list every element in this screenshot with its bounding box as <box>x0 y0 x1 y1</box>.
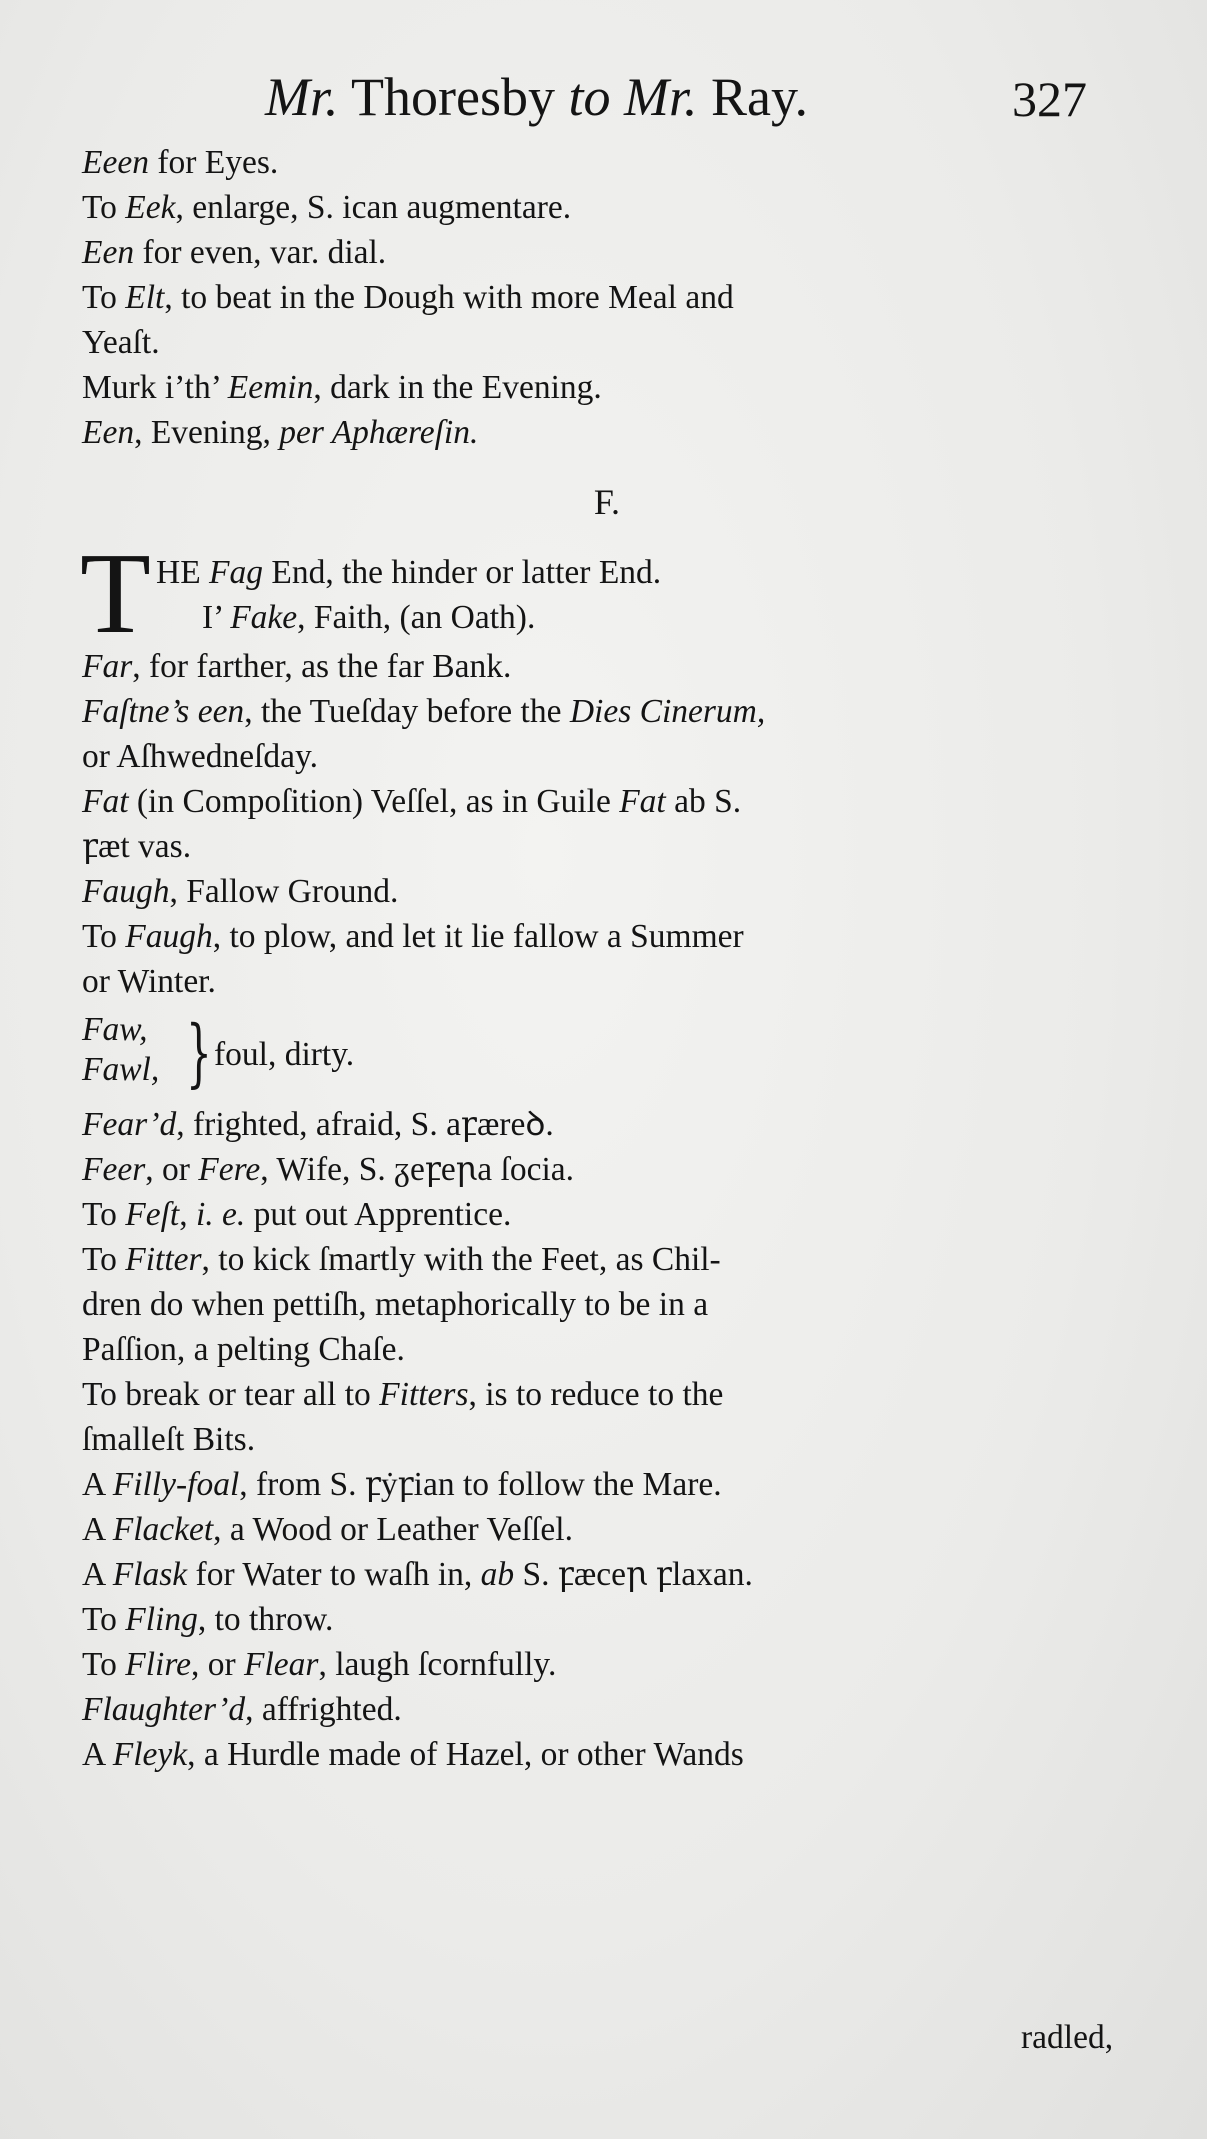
entry-first-line <box>82 1736 744 1773</box>
running-header <box>0 62 1207 132</box>
entry-text: , enlarge, S. ican augmentare. <box>175 189 572 226</box>
entry-tail: S. ꝼæceꞃ ꝼlaxan. <box>514 1556 753 1593</box>
entry <box>82 1102 1132 1147</box>
entry-first-line <box>82 1196 511 1233</box>
entry-text: , affrighted. <box>245 1691 402 1728</box>
entry-text: , to kick ſmartly with the Feet, as Chil- <box>201 1241 721 1278</box>
entry <box>82 275 1132 365</box>
entry-italic: Dies Cinerum, <box>569 693 766 730</box>
entry-text: , to plow, and let it lie fallow a Summer <box>212 918 744 955</box>
entry-headword: Faugh <box>125 918 213 955</box>
entry-italic: i. e. <box>195 1196 246 1233</box>
entry-first-line <box>82 1601 333 1638</box>
dropcap-line-1-head: Fag <box>209 554 263 591</box>
entries-e <box>82 140 1132 455</box>
entry-first-line <box>82 1151 574 1188</box>
dropcap-line-2-head: Fake <box>230 599 298 636</box>
entries-f-1 <box>82 644 1132 1004</box>
entry-headword: Eek <box>125 189 176 226</box>
entry-text: , <box>179 1196 196 1233</box>
entry-headword: Filly-foal <box>112 1466 240 1503</box>
title-to: to <box>568 67 611 127</box>
entry <box>82 1237 1132 1372</box>
entry-first-line <box>82 279 734 316</box>
entry-prefix: A <box>82 1466 113 1503</box>
entry-first-line <box>82 783 741 820</box>
entry <box>82 779 1132 869</box>
entry-continuation: dren do when pettiſh, metaphorically to be in a <box>82 1286 709 1323</box>
entry <box>82 185 1132 230</box>
entry <box>82 410 1132 455</box>
dropcap-entry <box>80 530 1132 658</box>
glossary-entries <box>82 140 1132 1777</box>
entry-first-line <box>82 189 571 226</box>
entry <box>82 1462 1132 1507</box>
entry-headword: Flaughter’d <box>82 1691 246 1728</box>
entry-prefix: A <box>82 1511 113 1548</box>
entry-text: , dark in the Evening. <box>313 369 602 406</box>
entry-text: , or <box>145 1151 199 1188</box>
entry-first-line <box>82 1511 573 1548</box>
entry-first-line <box>82 693 765 730</box>
entry-first-line <box>82 1106 554 1143</box>
entry-first-line <box>82 144 278 181</box>
brace-words <box>82 1010 159 1090</box>
entry-continuation: Paſſion, a pelting Chaſe. <box>82 1331 405 1368</box>
brace-entry <box>82 1010 1132 1102</box>
entry-headword: Een <box>82 414 135 451</box>
entry-first-line <box>82 873 398 910</box>
entry <box>82 1552 1132 1597</box>
entry-continuation: or Winter. <box>82 963 216 1000</box>
running-title <box>265 62 808 132</box>
entry-italic: Fere <box>198 1151 261 1188</box>
dropcap-line-1 <box>156 550 661 595</box>
entry-tail: , laugh ſcornfully. <box>318 1646 557 1683</box>
entry-headword: Fitters <box>379 1376 469 1413</box>
entry-text: , the Tueſday before the <box>244 693 570 730</box>
entry-italic: Flear <box>244 1646 319 1683</box>
entry <box>82 689 1132 779</box>
entry-continuation: or Aſhwedneſday. <box>82 738 318 775</box>
entry <box>82 644 1132 689</box>
entry-prefix: To <box>82 1241 126 1278</box>
entry-italic: per Aphæreſin. <box>279 414 479 451</box>
entry-text: , for farther, as the far Bank. <box>132 648 512 685</box>
entry-continuation: ꝼæt vas. <box>82 828 192 865</box>
entry-text: for Water to waſh in, <box>187 1556 481 1593</box>
catchword: radled, <box>1021 2019 1114 2056</box>
entry-text: , Evening, <box>134 414 280 451</box>
entry-tail: ab S. <box>665 783 742 820</box>
entry-prefix: To <box>82 279 126 316</box>
title-name-2: Ray. <box>697 67 809 127</box>
entry-first-line <box>82 369 602 406</box>
entry-tail: put out Apprentice. <box>245 1196 512 1233</box>
entry <box>82 1597 1132 1642</box>
entry-text: , a Hurdle made of Hazel, or other Wands <box>187 1736 744 1773</box>
entry-headword: Fat <box>82 783 129 820</box>
entry-text: , is to reduce to the <box>468 1376 724 1413</box>
entry-prefix: To <box>82 1601 126 1638</box>
title-name: Thoresby <box>338 67 569 127</box>
entries-f-2 <box>82 1102 1132 1777</box>
entry-text: (in Compoſition) Veſſel, as in Guile <box>128 783 620 820</box>
entry <box>82 914 1132 1004</box>
entry <box>82 365 1132 410</box>
entry-text: , frighted, afraid, S. aꝼæreꝺ. <box>176 1106 554 1143</box>
entry <box>82 1687 1132 1732</box>
entry-text: for even, var. dial. <box>134 234 387 271</box>
entry-first-line <box>82 918 744 955</box>
entry-prefix: To <box>82 189 126 226</box>
entry-continuation: ſmalleſt Bits. <box>82 1421 256 1458</box>
entry-continuation: Yeaſt. <box>82 324 160 361</box>
entry-first-line <box>82 1646 556 1683</box>
entry-headword: Eeen <box>82 144 149 181</box>
curly-brace-icon: } <box>186 1010 212 1096</box>
entry-prefix: A <box>82 1736 113 1773</box>
entry <box>82 140 1132 185</box>
entry <box>82 1642 1132 1687</box>
entry-headword: Flire <box>125 1646 191 1683</box>
entry <box>82 230 1132 275</box>
entry-headword: Faſtne’s een <box>82 693 245 730</box>
title-prefix: Mr. <box>265 67 339 127</box>
brace-meaning: foul, dirty. <box>214 1036 355 1073</box>
entry-first-line <box>82 1556 753 1593</box>
entry-first-line <box>82 1241 721 1278</box>
entry-text: for Eyes. <box>148 144 279 181</box>
entry <box>82 1732 1132 1777</box>
section-letter: F. <box>593 482 621 522</box>
entry-headword: Fling <box>125 1601 198 1638</box>
entry-text: , to beat in the Dough with more Meal and <box>164 279 734 316</box>
entry-prefix: To <box>82 1646 126 1683</box>
entry-italic: ab <box>480 1556 515 1593</box>
dropcap-line-1-b: End, the hinder or latter End. <box>263 554 662 591</box>
entry-headword: Elt <box>125 279 165 316</box>
entry-first-line <box>82 234 386 271</box>
entry-text: , Fallow Ground. <box>169 873 399 910</box>
entry-headword: Far <box>82 648 133 685</box>
entry-text: , from S. ꝼẏꝼian to follow the Mare. <box>239 1466 722 1503</box>
entry-first-line <box>82 414 478 451</box>
entry-prefix: To <box>82 1196 126 1233</box>
entry-headword: Eemin <box>227 369 314 406</box>
entry-italic: Fat <box>619 783 666 820</box>
entry-prefix: To break or tear all to <box>82 1376 380 1413</box>
entry-first-line <box>82 648 511 685</box>
dropcap-line-2 <box>202 595 535 640</box>
brace-word-1: Faw, <box>82 1011 148 1048</box>
entry-text: , or <box>191 1646 245 1683</box>
entry-prefix: A <box>82 1556 113 1593</box>
entry-prefix: Murk i’th’ <box>82 369 228 406</box>
entry-headword: Feer <box>82 1151 146 1188</box>
title-prefix-2: Mr. <box>610 67 698 127</box>
entry-tail: , Wife, S. ᵹeꝼeꞃa ſocia. <box>260 1151 575 1188</box>
entry-first-line <box>82 1376 723 1413</box>
dropcap-line-2-b: , Faith, (an Oath). <box>297 599 536 636</box>
drop-cap-letter: T <box>80 530 151 658</box>
entry-headword: Feſt <box>125 1196 180 1233</box>
entry <box>82 1147 1132 1192</box>
entry-headword: Faugh <box>82 873 170 910</box>
entry-first-line <box>82 1691 402 1728</box>
entry-headword: Fleyk <box>112 1736 188 1773</box>
entry-headword: Flacket <box>112 1511 214 1548</box>
entry-first-line <box>82 1466 722 1503</box>
entry <box>82 1372 1132 1462</box>
brace-word-2: Fawl, <box>82 1051 160 1088</box>
entry-headword: Fitter <box>125 1241 202 1278</box>
entry <box>82 1192 1132 1237</box>
dropcap-line-2-a: I’ <box>202 599 231 636</box>
page-number: 327 <box>1012 71 1087 127</box>
entry-text: , a Wood or Leather Veſſel. <box>213 1511 573 1548</box>
entry-prefix: To <box>82 918 126 955</box>
entry-text: , to throw. <box>197 1601 334 1638</box>
entry <box>82 869 1132 914</box>
entry <box>82 1507 1132 1552</box>
dropcap-line-1-a: HE <box>156 554 210 591</box>
entry-headword: Een <box>82 234 135 271</box>
entry-headword: Fear’d <box>82 1106 177 1143</box>
entry-headword: Flask <box>112 1556 188 1593</box>
